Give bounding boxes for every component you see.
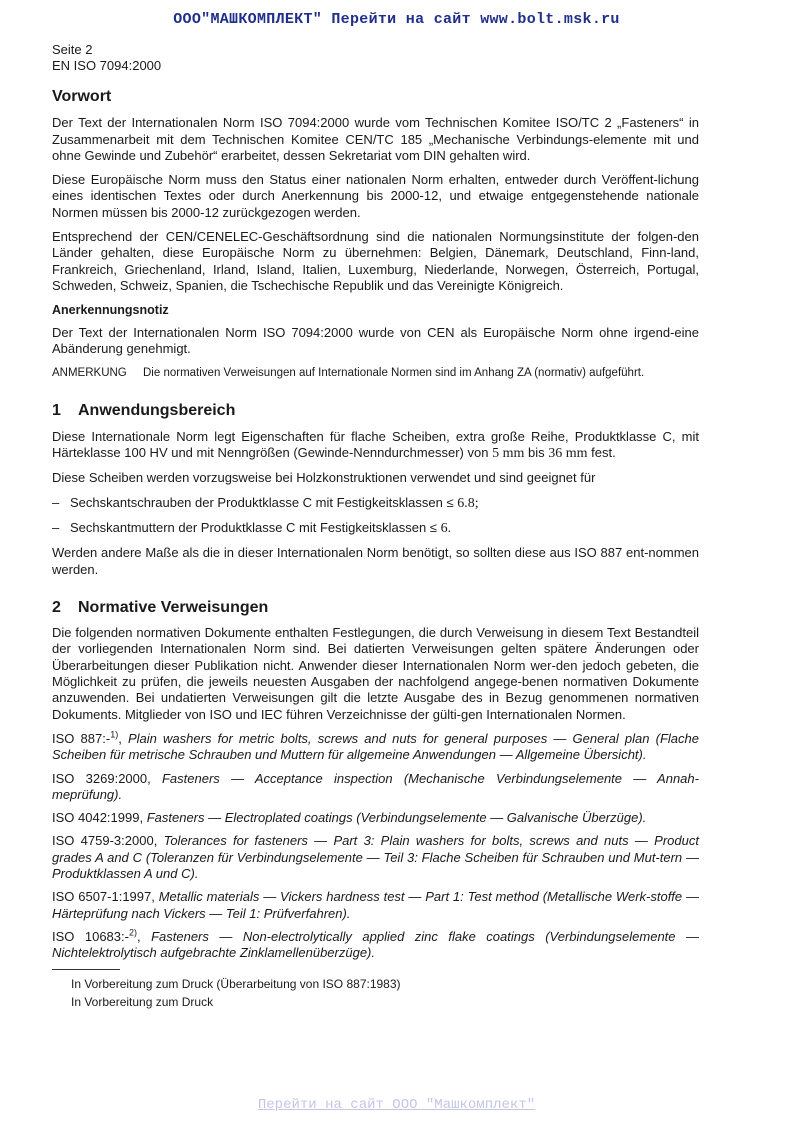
reference-list [52, 731, 699, 962]
list-item-2-value: 6. [440, 520, 452, 536]
reference-title: Fasteners — Acceptance inspection (Mechanische Verbindungselemente — Annah-meprüfung). [52, 770, 699, 802]
page-number: Seite 2 [52, 42, 93, 57]
section-2-number: 2 [52, 598, 61, 616]
note-text: Die normativen Verweisungen auf Internationale Normen sind im Anhang ZA (normativ) aufgeführt. [143, 367, 645, 380]
footer-site-link[interactable]: Перейти на сайт ООО "Машкомплект" [257, 1097, 536, 1113]
reference-title: Metallic materials — Vickers hardness test — Part 1: Test method (Metallische Werk-stoffe — Härteprüfung nach Vickers — Teil 1: Prüfverfahren). [52, 889, 699, 921]
list-item [52, 495, 699, 512]
list-item-2-text: Sechskantmuttern der Produktklasse C mit Festigkeitsklassen ≤ [70, 519, 437, 535]
reference-title: Fasteners — Electroplated coatings (Verbindungselemente — Galvanische Überzüge). [146, 810, 647, 826]
reference-separator: , [118, 730, 128, 746]
section-2-paragraph-1: Die folgenden normativen Dokumente enthalten Festlegungen, die durch Verweisung in diesem Text Bestandteil der vorliegenden Internationalen Norm sind. Bei datierten Verweisungen gelten spätere Änderungen oder Überarbeitungen dieser Publikation nicht. Anwender dieser Internationalen Norm wer-den jedoch gebeten, die Möglichkeit zu prüfen, die jeweils neuesten Ausgaben der nachfolgend angege-benen normativen Dokumente anzuwenden. Bei undatierten Verweisungen gilt die letzte Ausgabe des in Bezug genommenen normativen Dokuments. Mitglieder von ISO und IEC führen Verzeichnisse der gülti-gen Internationalen Normen. [52, 625, 699, 722]
page-header [52, 42, 161, 74]
vorwort-paragraph-1: Der Text der Internationalen Norm ISO 7094:2000 wurde vom Technischen Komitee ISO/TC 2 „Fasteners“ in Zusammenarbeit mit dem Technischen Komitee CEN/TC 185 „Mechanische Verbindungs-elemente mit und ohne Gewinde und Zubehör“ erarbeitet, dessen Sekretariat vom DIN gehalten wird. [52, 115, 699, 163]
size-from: 5 mm [492, 446, 525, 462]
reference-id: ISO 6507-1:1997 [52, 889, 152, 905]
section-2-heading [52, 600, 699, 616]
reference-separator: , [151, 889, 159, 905]
list-item [52, 520, 699, 537]
reference-separator: , [153, 833, 164, 849]
reference-separator: , [147, 770, 162, 786]
document-id: EN ISO 7094:2000 [52, 58, 162, 73]
note [52, 365, 699, 381]
list-item-1-value: 6.8; [457, 495, 479, 511]
reference-title: Plain washers for metric bolts, screws and nuts for general purposes — General plan (Flache Scheiben für metrische Schrauben und Muttern für allgemeine Anwendungen — Allgemeine Übersicht). [52, 730, 699, 763]
section-2-title: Normative Verweisungen [78, 598, 269, 616]
list-item-text [70, 520, 451, 537]
vorwort-paragraph-3: Entsprechend der CEN/CENELEC-Geschäftsordnung sind die nationalen Normungsinstitute der folgen-den Länder gehalten, diese Europäische Norm zu übernehmen: Belgien, Dänemark, Deutschland, Finn-land, Frankreich, Griechenland, Irland, Island, Italien, Luxemburg, Niederlande, Norwegen, Österreich, Portugal, Schweden, Schweiz, Spanien, die Tschechische Republik und das Vereinigte Königreich. [52, 229, 699, 293]
reference-title: Tolerances for fasteners — Part 3: Plain washers for bolts, screws and nuts — Product grades A and C (Toleranzen für Verbindungselemente — Teil 3: Flache Scheiben für Schrauben und Mut-tern — Produktklassen A und C). [52, 833, 699, 881]
anerkennungsnotiz-paragraph: Der Text der Internationalen Norm ISO 7094:2000 wurde von CEN als Europäische Norm ohne irgend-eine Abänderung genehmigt. [52, 324, 699, 356]
reference-item [52, 929, 699, 962]
section-1-title: Anwendungsbereich [78, 402, 236, 420]
section-1-paragraph-1 [52, 429, 699, 463]
reference-title: Fasteners — Non-electrolytically applied zinc flake coatings (Verbindungselemente — Nichtelektrolytisch aufgebrachte Zinklamellenüberzüge). [52, 928, 699, 961]
site-banner: ООО"МАШКОМПЛЕКТ" Перейти на сайт www.bolt.msk.ru [173, 11, 620, 28]
reference-item [52, 771, 699, 804]
footnote-marker: 1) [110, 729, 119, 740]
size-to: 36 mm [548, 446, 588, 462]
vorwort-heading: Vorwort [52, 88, 112, 105]
dash-bullet: – [52, 519, 60, 535]
size-bis: bis [527, 445, 545, 461]
reference-id: ISO 10683:- [52, 928, 129, 944]
reference-item [52, 889, 699, 922]
section-1-paragraph-3: Werden andere Maße als die in dieser Internationalen Norm benötigt, so sollten diese aus ISO 887 ent-nommen werden. [52, 545, 699, 577]
reference-item [52, 833, 699, 882]
reference-item [52, 810, 699, 826]
reference-id: ISO 3269:2000 [52, 770, 148, 786]
list-item-1-text: Sechskantschrauben der Produktklasse C mit Festigkeitsklassen ≤ [70, 494, 454, 510]
reference-separator: , [139, 810, 147, 826]
footnote-marker: 2) [128, 927, 137, 938]
section-1-p1-text: Diese Internationale Norm legt Eigenschaften für flache Scheiben, extra große Reihe, Produktklasse C, mit Härteklasse 100 HV und mit Nenngrößen (Gewinde-Nenndurchmesser) von [52, 428, 699, 461]
section-1-p1-end: fest. [591, 445, 616, 461]
reference-id: ISO 4759-3:2000 [52, 833, 154, 849]
section-1-paragraph-2: Diese Scheiben werden vorzugsweise bei Holzkonstruktionen verwendet und sind geeignet für [52, 470, 596, 486]
footnote-divider [52, 969, 120, 970]
footnote-1: In Vorbereitung zum Druck (Überarbeitung von ISO 887:1983) [71, 977, 401, 992]
document-body [52, 89, 699, 1013]
vorwort-paragraph-2: Diese Europäische Norm muss den Status einer nationalen Norm erhalten, entweder durch Veröffent-lichung eines identischen Textes oder durch Anerkennung bis 2000-12, und etwaige entgegenstehende nationale Normen müssen bis 2000-12 zurückgezogen werden. [52, 172, 699, 220]
reference-item [52, 731, 699, 764]
reference-separator: , [136, 928, 152, 944]
section-1-number: 1 [52, 402, 61, 420]
reference-id: ISO 887:- [52, 730, 111, 746]
section-1-heading [52, 403, 699, 419]
list-item-text [70, 495, 479, 512]
reference-id: ISO 4042:1999 [52, 810, 140, 826]
anerkennungsnotiz-heading: Anerkennungsnotiz [52, 303, 169, 318]
note-label: ANMERKUNG [52, 367, 127, 380]
footnote-2: In Vorbereitung zum Druck [71, 995, 214, 1010]
dash-bullet: – [52, 494, 60, 510]
